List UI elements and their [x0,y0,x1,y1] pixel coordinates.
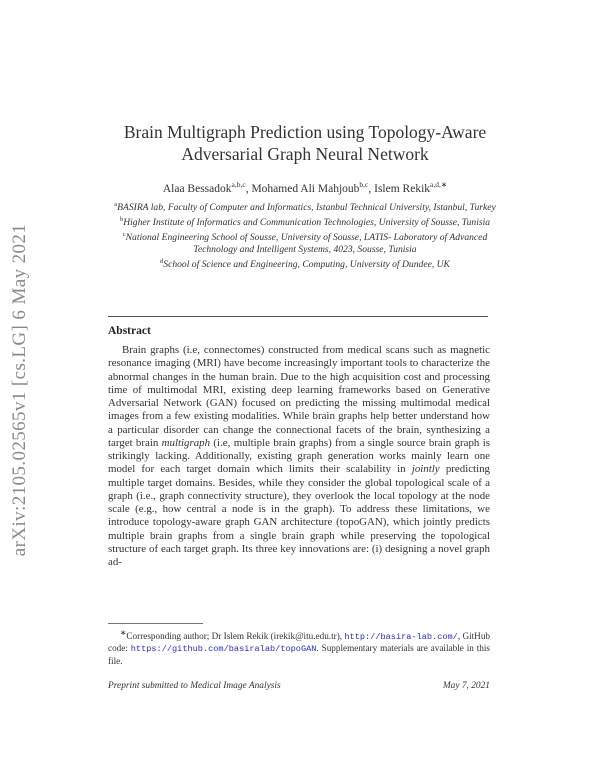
abstract-emphasis-jointly: jointly [411,463,440,476]
footnote-text-3: . Supplementary materials are available in this file. [108,643,490,666]
footnote-mark: ∗ [120,628,127,637]
author-affiliation-marks: a,d,∗ [430,180,448,189]
affiliation-text: School of Science and Engineering, Computing, University of Dundee, UK [163,258,450,270]
affiliation-text: National Engineering School of Sousse, University of Sousse, LATIS- Laboratory of Advanced Technology and Intelligent Systems, 4023, Sousse, Tunisia [125,232,488,255]
abstract-text-part-2: (i.e, multiple brain graphs) from a single source brain graph is strikingly lacking. Additionally, existing graph generation works mainly learn one model for each target domain which limits their scalability in [108,436,490,476]
author-name: Islem Rekik [374,182,431,195]
github-code-link[interactable]: https://github.com/basiralab/topoGAN [130,644,317,655]
author-name: Alaa Bessadok [162,182,232,195]
affiliation-mark: d [160,257,164,265]
affiliation-text: Higher Institute of Informatics and Communication Technologies, University of Sousse, Tunisia [123,217,491,229]
paper-title-line-1: Brain Multigraph Prediction using Topology-Aware [123,122,487,142]
author-separator: , [245,182,252,195]
arxiv-identifier-text: arXiv:2105.02565v1 [cs.LG] 6 May 2021 [9,223,31,557]
preprint-notice: Preprint submitted to Medical Image Analysis [108,681,281,691]
arxiv-identifier-stamp [4,200,36,580]
author-separator: , [368,182,375,195]
lab-website-link[interactable]: http://basira-lab.com/ [344,632,458,643]
affiliation-item [108,256,502,271]
affiliation-item [108,229,502,256]
abstract-text-part-1: Brain graphs (i.e, connectomes) constructed from medical scans such as magnetic resonance imaging (MRI) have become increasingly important tools to characterize the abnormal changes in the human brain. Due to the high acquisition cost and processing time of multimodal MRI, existing deep learning frameworks based on Generative Adversarial Network (GAN) focused on predicting the missing multimodal medical images from a few existing modalities. While brain graphs help better understand how a particular disorder can change the connectional facets of the brain, synthesizing a target brain [108,344,490,449]
footnote-rule [108,623,203,624]
author-list [100,180,510,195]
preprint-date: May 7, 2021 [442,681,490,691]
abstract-heading: Abstract [108,325,151,337]
footnote-text-1: Corresponding author; Dr Islem Rekik (irekik@itu.edu.tr), [126,631,345,642]
affiliation-mark: b [119,215,124,223]
affiliation-text: BASIRA lab, Faculty of Computer and Informatics, Istanbul Technical University, Istanbul, Turkey [117,202,496,214]
affiliation-mark: a [114,201,118,208]
author-affiliation-marks: a,b,c [231,180,246,189]
abstract-text-part-3: predicting multiple target domains. Besides, while they consider the global topological scale of a graph (i.e., graph connectivity structure), they overlook the local topology at the node scale (e.g., how central a node is in the graph). To address these limitations, we introduce topology-aware graph GAN architecture (topoGAN), which jointly predicts multiple brain graphs from a single brain graph while preserving the topological structure of each target graph. Its three key innovations are: (i) designing a novel graph ad- [108,463,490,568]
author-name: Mohamed Ali Mahjoub [251,182,360,195]
affiliation-list [108,199,502,271]
author-affiliation-marks: b,c [359,180,369,189]
paper-title-line-2: Adversarial Graph Neural Network [181,144,429,164]
footnote-text-2: , GitHub code: [108,631,490,654]
abstract-body [108,344,490,569]
affiliation-item [108,214,502,229]
paper-title [100,121,510,165]
affiliation-mark: c [122,230,126,238]
abstract-emphasis-multigraph: multigraph [161,436,211,449]
footnote [108,627,490,667]
affiliation-item [108,199,502,214]
abstract-top-rule [108,316,488,317]
